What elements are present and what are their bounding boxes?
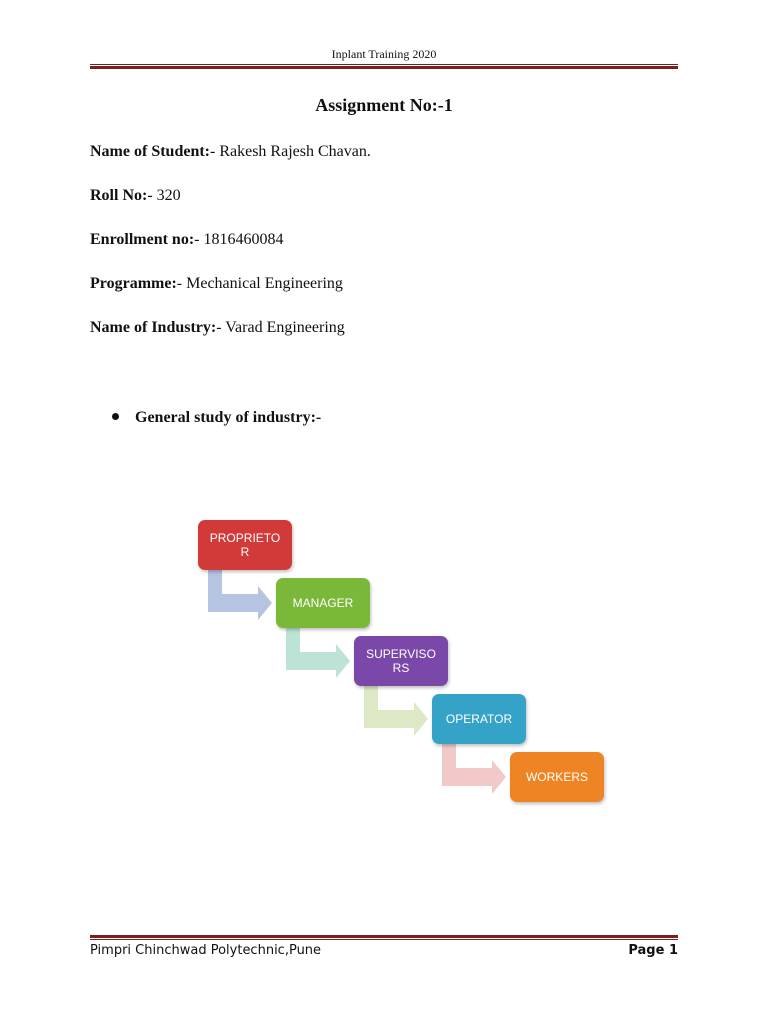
box-label-line2: R [240,545,250,559]
field-student-name [90,143,371,161]
field-roll-no [90,187,181,205]
box-label-line1: SUPERVISO [366,647,436,661]
field-value: - Rakesh Rajesh Chavan. [210,143,371,160]
box-label-line2: RS [392,661,410,675]
field-programme [90,275,343,293]
field-value: - 1816460084 [194,231,284,248]
field-value: - 320 [147,187,181,204]
hierarchy-box-operator [432,694,526,744]
hierarchy-box-supervisors [354,636,448,686]
field-value: - Varad Engineering [216,319,345,336]
box-label-line1: MANAGER [292,596,354,610]
field-label: Name of Student: [90,143,210,160]
hierarchy-box-workers [510,752,604,802]
bullet-general-study [112,409,321,427]
bullet-text: General study of industry:- [135,409,322,426]
field-label: Enrollment no: [90,231,195,248]
hierarchy-arrow-4 [442,744,506,794]
hierarchy-arrow-1 [208,570,272,620]
hierarchy-box-proprietor [198,520,292,570]
bullet-icon [112,413,119,420]
hierarchy-box-manager [276,578,370,628]
field-label: Roll No: [90,187,148,204]
box-label-line1: WORKERS [525,770,588,784]
footer-page-number: Page 1 [628,943,678,958]
hierarchy-arrow-2 [286,628,350,678]
field-enrollment-no [90,231,283,249]
box-label-line1: OPERATOR [445,712,513,726]
field-label: Programme: [90,275,177,292]
header-rule-thick [90,66,678,69]
field-label: Name of Industry: [90,319,217,336]
assignment-title: Assignment No:-1 [315,95,453,115]
footer-rule-thin [90,939,678,940]
hierarchy-arrow-3 [364,686,428,736]
header-title: Inplant Training 2020 [331,47,437,61]
box-label-line1: PROPRIETO [209,531,281,545]
field-value: - Mechanical Engineering [176,275,343,292]
footer-institution: Pimpri Chinchwad Polytechnic,Pune [90,943,322,958]
field-industry [90,319,345,337]
hierarchy-diagram [190,510,610,810]
footer-rule-thick [90,935,678,938]
header-rule-thin [90,64,678,65]
